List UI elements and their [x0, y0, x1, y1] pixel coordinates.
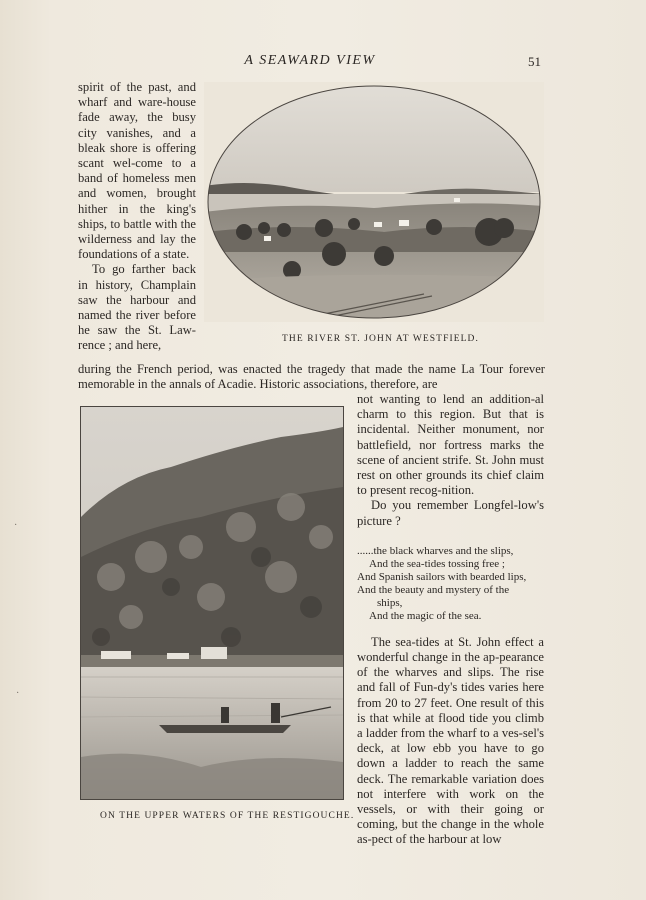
caption-river-st-john: THE RIVER ST. JOHN AT WESTFIELD.	[282, 334, 479, 344]
poem-line: ships,	[377, 596, 403, 609]
river-st-john-photo	[204, 82, 546, 326]
caption-restigouche: ON THE UPPER WATERS OF THE RESTIGOUCHE.	[100, 811, 355, 821]
poem-line: And the beauty and mystery of the	[357, 583, 510, 596]
running-title: A SEAWARD VIEW	[244, 53, 376, 68]
poem-line: And the sea-tides tossing free ;	[369, 557, 505, 570]
paragraph: To go farther back in history, Champlain saw the harbour and named the river before he saw the St. Law-rence ; and here,	[78, 262, 196, 353]
restigouche-photo	[80, 406, 344, 800]
full-width-text	[78, 362, 545, 392]
page-number: 51	[528, 54, 541, 69]
paragraph: spirit of the past, and wharf and ware-house fade away, the busy city vanishes, and a bleak shore is offering scant wel-come to a band of homeless men and women, brought hither in the king's ships, to battle with the wilderness and lay the foundations of a state.	[78, 80, 196, 262]
paragraph: Do you remember Longfel-low's picture ?	[357, 498, 544, 528]
poem-line: And the magic of the sea.	[369, 609, 482, 622]
poem-quotation	[357, 545, 544, 623]
left-column-text	[78, 80, 196, 354]
poem-line: And Spanish sailors with bearded lips,	[357, 570, 527, 583]
paragraph: not wanting to lend an addition-al charm to this region. But that is incidental. Neither monument, nor battlefield, nor fortress marks the scene of ancient strife. St. John must rest on other grounds its chief claim to present recog-nition.	[357, 392, 544, 498]
river-landscape-image	[204, 82, 544, 322]
margin-mark: ·	[14, 520, 18, 531]
right-column-text	[357, 392, 544, 848]
paragraph-continuation: during the French period, was enacted the tragedy that made the name La Tour forever memorable in the annals of Acadie. Historic associations, therefore, are	[78, 362, 545, 392]
margin-mark: ·	[16, 688, 20, 699]
poem-line: ......the black wharves and the slips,	[357, 544, 514, 557]
paragraph: The sea-tides at St. John effect a wonderful change in the ap-pearance of the wharves and slips. The rise and fall of Fun-dy's tides varies here from 20 to 27 feet. One result of this is that while at flood tide you climb a ladder from the wharf to a ves-sel's deck, at low ebb you have to go down a ladder to reach the same deck. The remarkable variation does not interfere with work on the vessels, or with their going or coming, but the change in the whole as-pect of the harbour at low	[357, 634, 544, 847]
